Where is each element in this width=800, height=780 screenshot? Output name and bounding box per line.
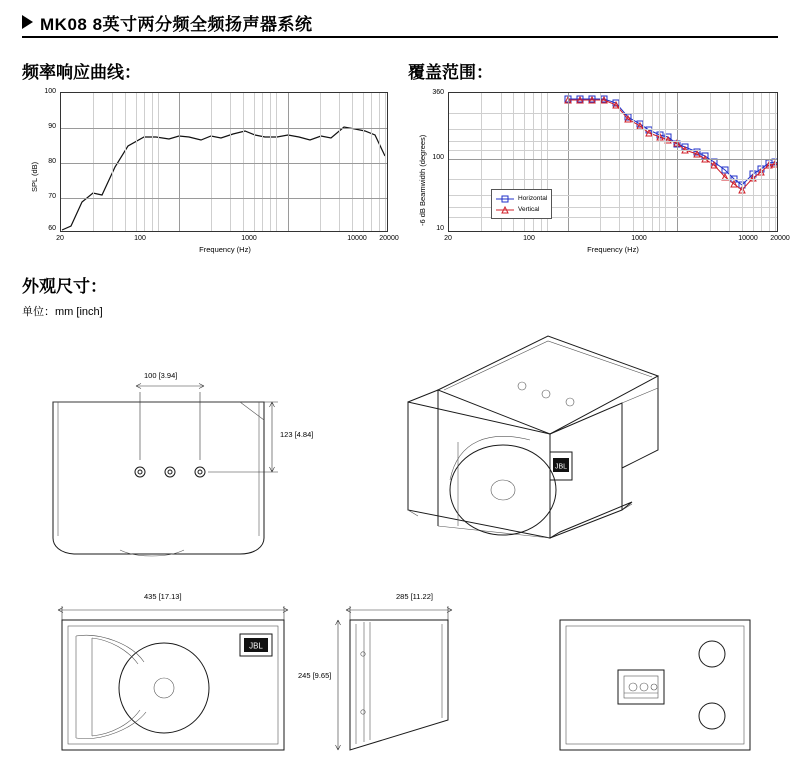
frequency-response-chart	[22, 88, 399, 254]
chart1-ytick-100: 100	[44, 88, 56, 95]
chart1-y-axis-title: SPL (dB)	[30, 161, 39, 192]
chart1-xtick-20000: 20000	[379, 235, 399, 242]
chart2-y-axis-title: -6 dB Beamwidth (degrees)	[418, 134, 427, 226]
dimensions-title: 外观尺寸：	[22, 277, 107, 296]
chart2-xtick-1000: 1000	[631, 235, 647, 242]
chart2-plot-area	[448, 92, 778, 232]
front-view-width-dim: 435 [17.13]	[144, 592, 182, 601]
chart2-x-axis-title: Frequency (Hz)	[587, 245, 639, 254]
side-view-width-dim: 285 [11.22]	[396, 592, 433, 601]
chart1-x-axis-title: Frequency (Hz)	[199, 245, 251, 254]
top-view-width-dim: 100 [3.94]	[144, 371, 178, 380]
chart2-xtick-100: 100	[523, 235, 535, 242]
unit-note: 单位：mm [inch]	[22, 306, 103, 318]
rear-view-drawing	[540, 592, 770, 762]
legend-marker-square-icon	[496, 195, 514, 203]
chart2-legend	[491, 189, 552, 219]
chart1-ytick-90: 90	[48, 123, 56, 130]
chart2-xtick-20000: 20000	[770, 235, 790, 242]
chart2-ytick-10: 10	[436, 225, 444, 232]
top-view-height-dim: 123 [4.84]	[280, 430, 314, 439]
chart1-xtick-1000: 1000	[241, 235, 257, 242]
chart1-plot-area	[60, 92, 388, 232]
chart1-ytick-70: 70	[48, 193, 56, 200]
legend-marker-triangle-icon	[496, 206, 514, 214]
top-view-drawing	[40, 368, 320, 568]
page-title: MK08 8英寸两分频全频扬声器系统	[40, 14, 313, 34]
front-view-drawing	[40, 592, 310, 762]
chart1-xtick-20: 20	[56, 235, 64, 242]
legend-item-vertical	[496, 204, 547, 215]
frequency-response-title: 频率响应曲线：	[22, 63, 141, 82]
page-header	[22, 8, 778, 38]
svg-text:JBL: JBL	[554, 463, 568, 471]
legend-label-vertical: Vertical	[518, 206, 540, 213]
chart2-ytick-100: 100	[432, 154, 444, 161]
side-view-drawing	[298, 592, 510, 762]
coverage-title: 覆盖范围：	[408, 63, 493, 82]
legend-label-horizontal: Horizontal	[518, 195, 548, 202]
isometric-view-drawing	[390, 330, 680, 560]
triangle-right-icon	[22, 15, 33, 29]
coverage-chart	[408, 89, 790, 254]
chart1-xtick-100: 100	[134, 235, 146, 242]
legend-item-horizontal	[496, 193, 547, 204]
chart1-xtick-10000: 10000	[347, 235, 367, 242]
svg-text:JBL: JBL	[249, 641, 263, 651]
chart2-ytick-360: 360	[432, 89, 444, 96]
chart2-xtick-20: 20	[444, 235, 452, 242]
chart2-xtick-10000: 10000	[738, 235, 758, 242]
side-view-height-dim: 245 [9.65]	[298, 671, 332, 680]
chart1-ytick-60: 60	[48, 225, 56, 232]
chart1-ytick-80: 80	[48, 158, 56, 165]
